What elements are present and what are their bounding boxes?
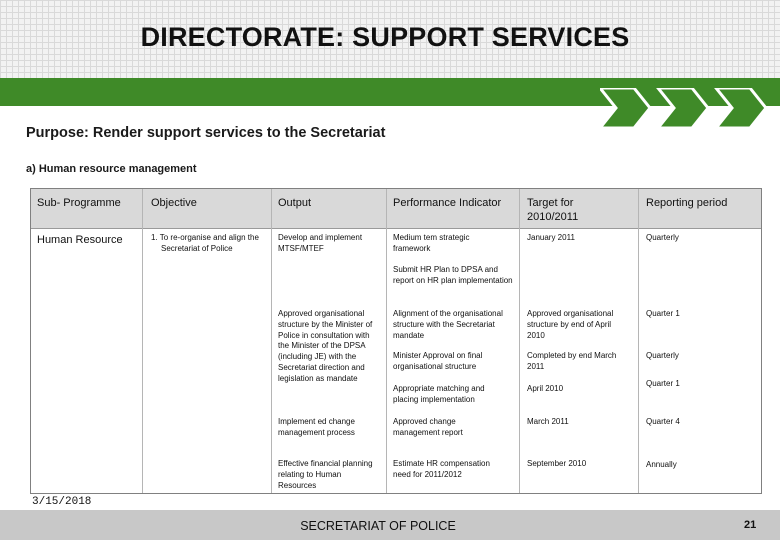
reporting-period-cell: Quarterly <box>646 351 679 360</box>
chevron-icon <box>716 88 766 128</box>
section-heading: a) Human resource management <box>26 163 197 175</box>
header-target: Target for 2010/2011 <box>527 197 579 223</box>
header-reporting-period: Reporting period <box>646 197 728 209</box>
column-divider <box>271 189 272 493</box>
footer-date: 3/15/2018 <box>32 496 92 508</box>
header-objective: Objective <box>151 197 197 209</box>
target-cell: March 2011 <box>527 417 569 426</box>
indicator-cell: Alignment of the organisational structure with the Secretariat mandate <box>393 309 503 340</box>
target-cell: September 2010 <box>527 459 587 468</box>
output-cell: Implement ed change management process <box>278 417 355 437</box>
column-divider <box>638 189 639 493</box>
reporting-period-cell: Annually <box>646 460 677 469</box>
footer-title: SECRETARIAT OF POLICE <box>300 519 456 533</box>
output-cell: Effective financial planning relating to Human Resources <box>278 459 373 490</box>
header-output: Output <box>278 197 312 209</box>
output-cell: Develop and implement MTSF/MTEF <box>278 233 363 253</box>
reporting-period-cell: Quarter 4 <box>646 417 680 426</box>
indicator-cell: Estimate HR compensation need for 2011/2012 <box>393 459 490 479</box>
target-cell: Completed by end March 2011 <box>527 351 617 371</box>
sub-programme-cell: Human Resource <box>37 234 123 246</box>
output-cell: Approved organisational structure by the Minister of Police in consultation with the Minister of the DPSA (including JE) with the Secretariat direction and legislation as mandate <box>278 309 373 383</box>
indicator-cell: Minister Approval on final organisational structure <box>393 351 483 371</box>
objectives-table <box>30 188 762 494</box>
page-number: 21 <box>744 519 757 531</box>
column-divider <box>386 189 387 493</box>
chevron-arrows-icon <box>600 88 780 128</box>
chevron-icon <box>600 88 650 128</box>
target-cell: Approved organisational structure by end of April 2010 <box>527 309 614 340</box>
reporting-period-cell: Quarter 1 <box>646 309 680 318</box>
reporting-period-cell: Quarterly <box>646 233 679 242</box>
objective-cell: 1. To re-organise and align the Secretariat of Police <box>151 233 259 253</box>
indicator-cell: Appropriate matching and placing implementation <box>393 384 485 404</box>
header-performance-indicator: Performance Indicator <box>393 197 502 209</box>
column-divider <box>142 189 143 493</box>
page-title: DIRECTORATE: SUPPORT SERVICES <box>140 22 630 52</box>
indicator-cell: Medium tem strategic framework <box>393 233 470 253</box>
indicator-cell: Approved change management report <box>393 417 463 437</box>
column-divider <box>519 189 520 493</box>
header-sub-programme: Sub- Programme <box>37 197 121 209</box>
indicator-cell: Submit HR Plan to DPSA and report on HR plan implementation <box>393 265 513 285</box>
purpose-statement: Purpose: Render support services to the Secretariat <box>26 125 386 141</box>
target-cell: January 2011 <box>527 233 575 242</box>
target-cell: April 2010 <box>527 384 564 393</box>
reporting-period-cell: Quarter 1 <box>646 379 680 388</box>
chevron-icon <box>658 88 708 128</box>
